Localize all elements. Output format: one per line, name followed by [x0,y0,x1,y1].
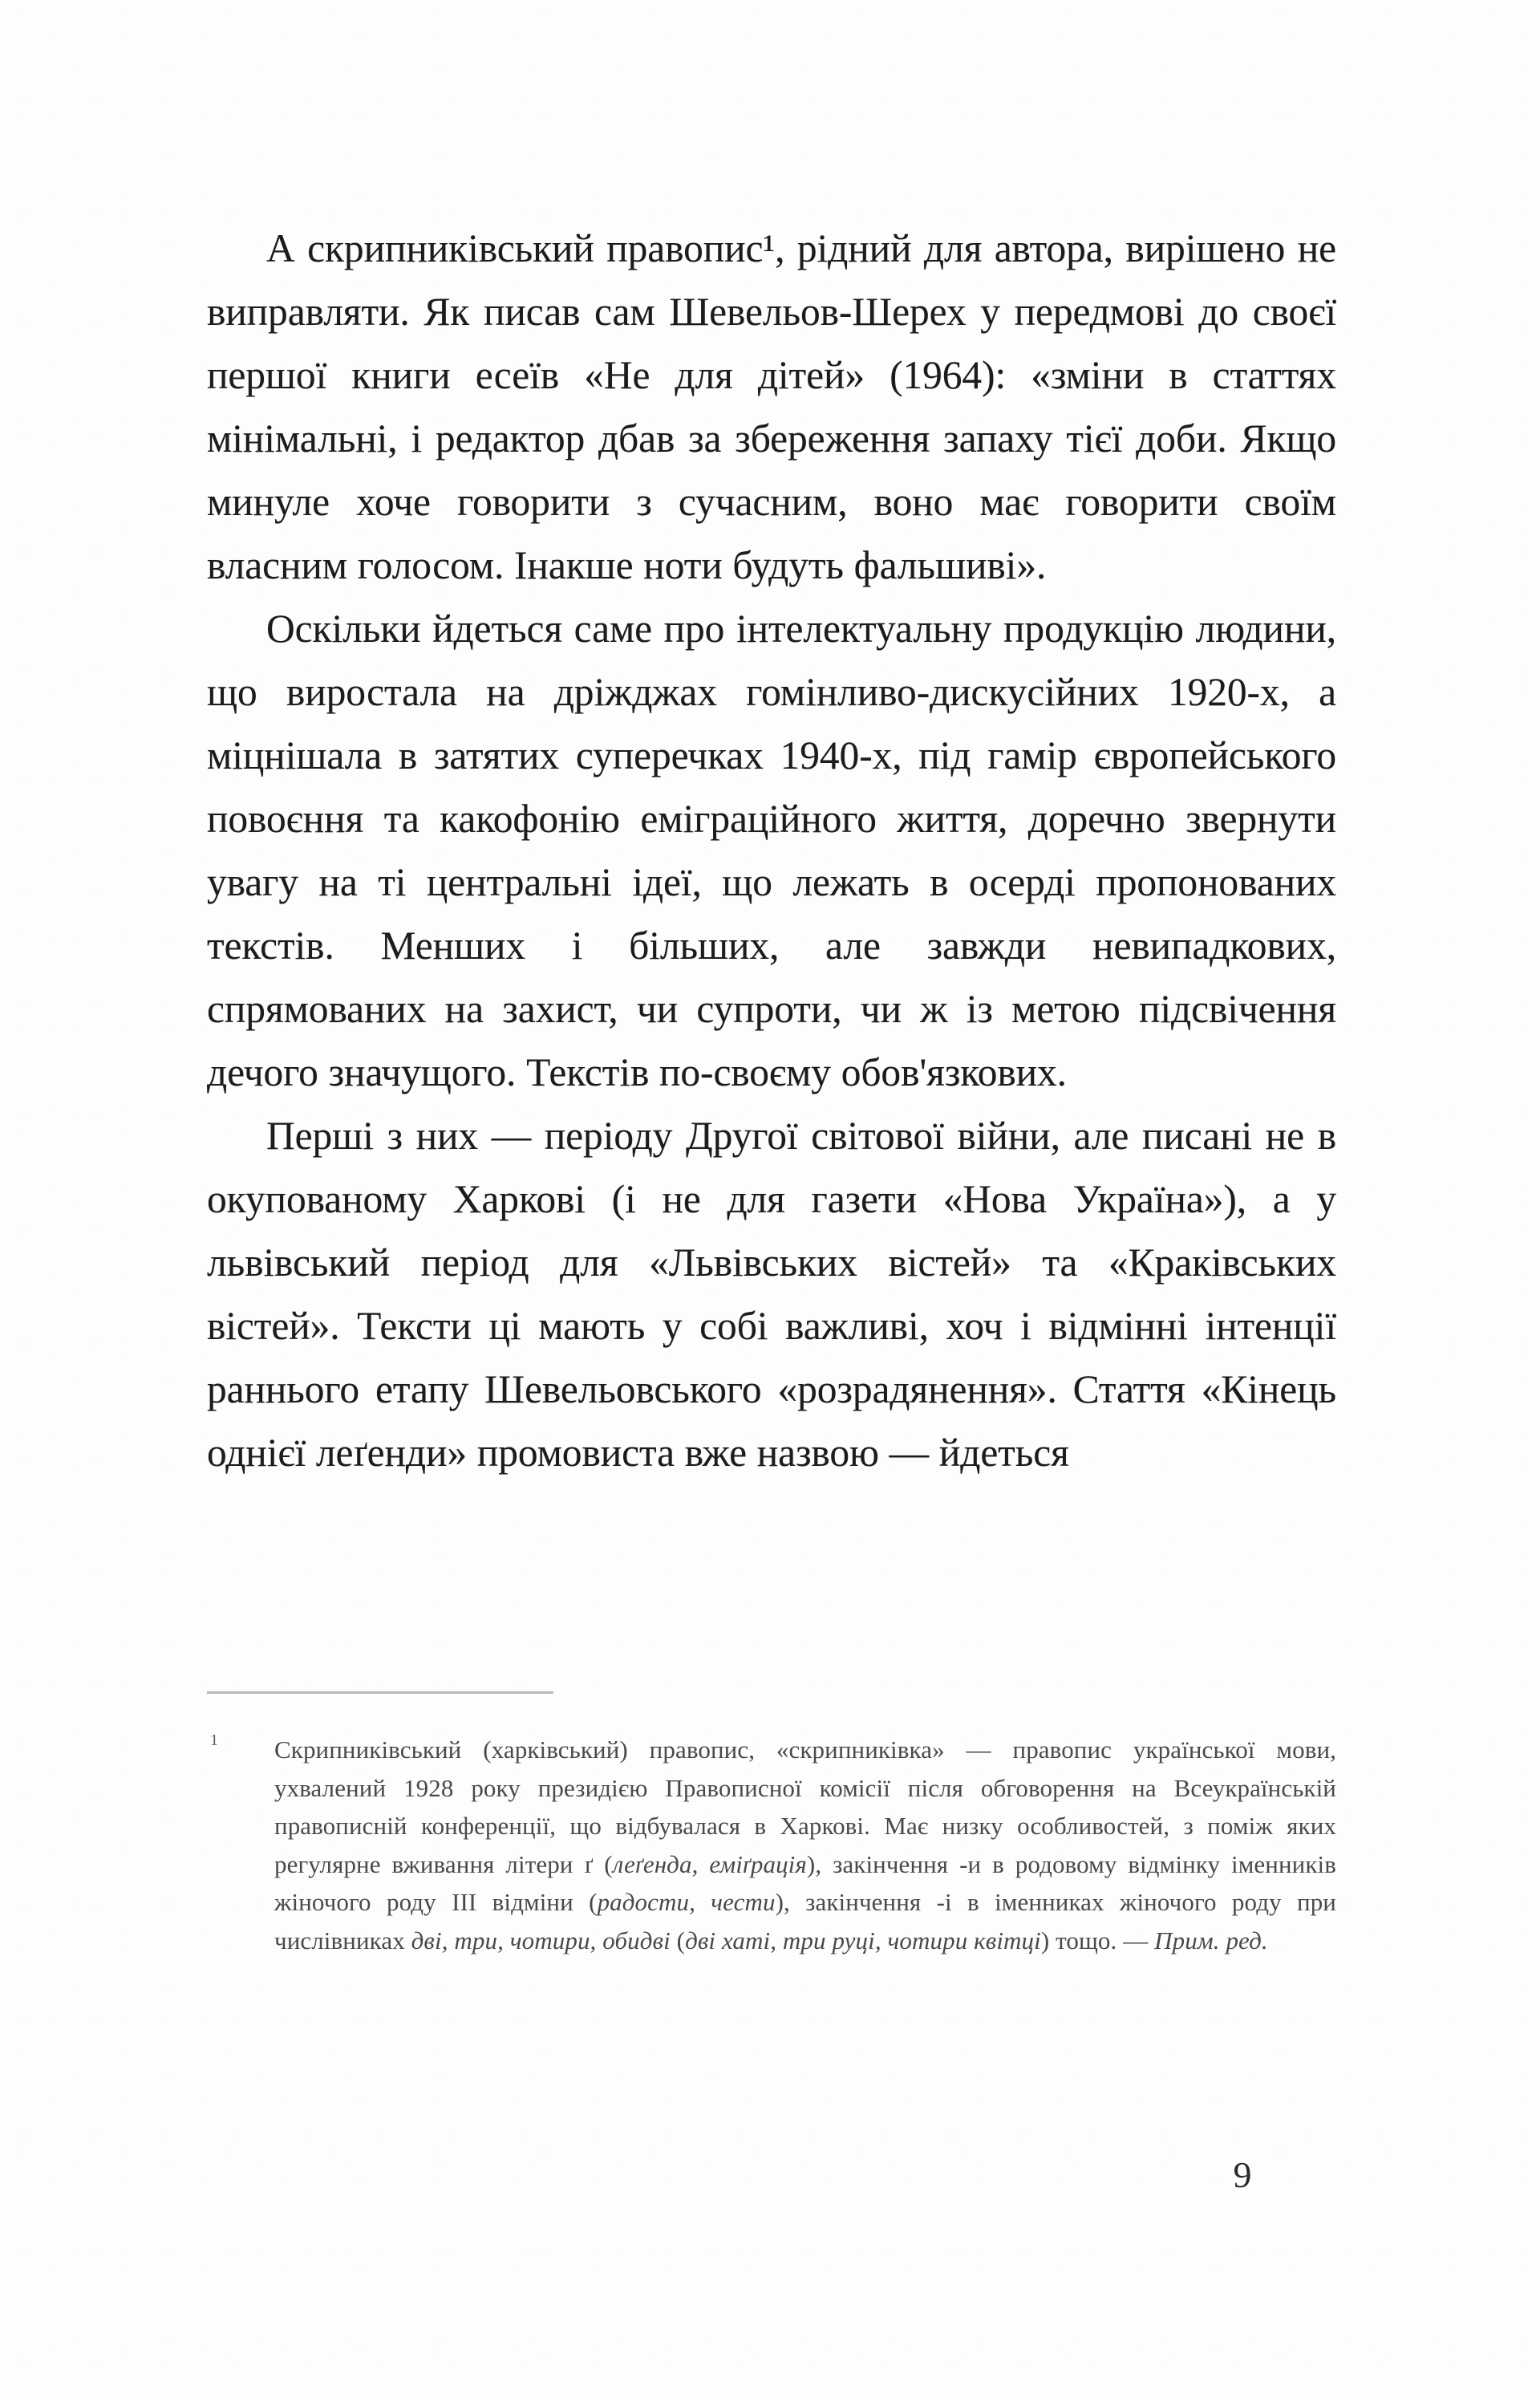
footnote-roman-run: ), закінчення -и в родовому відмінку іменників жіночого роду ІІІ відміни ( [274,1849,1336,1916]
body-text-block [207,217,1336,1484]
footnote-roman-run: ), закінчення -і в іменниках жіночого роду при числівниках [274,1888,1336,1955]
footnote-italic-run: радости, чести [597,1888,776,1916]
footnote-roman-run: ) тощо. — [1040,1926,1155,1955]
footnote-italic-run: дві, три, чотири, обидві [411,1926,671,1955]
paragraph-2: Оскільки йдеться саме про інтелектуальну продукцію людини, що виростала на дріжджах гомінливо-дискусійних 1920-х, а міцнішала в затятих суперечках 1940-х, під гамір європейського повоєння та какофонію еміграційного життя, доречно звернути увагу на ті центральні ідеї, що лежать в осерді пропонованих текстів. Менших і більших, але завжди невипадкових, спрямованих на захист, чи супроти, чи ж із метою підсвічення дечого значущого. Текстів по-своєму обов'язкових. [207,607,1336,1094]
footnote-zone [207,1691,1336,1959]
footnote-1 [207,1731,1336,1959]
paragraph-1: А скрипниківський правопис¹, рідний для автора, вирішено не виправляти. Як писав сам Шевельов-Шерех у передмові до своєї першої книги есеїв «Не для дітей» (1964): «зміни в статтях мінімальні, і редактор дбав за збереження запаху тієї доби. Якщо минуле хоче говорити з сучасним, воно має говорити своїм власним голосом. Інакше ноти будуть фальшиві». [207,226,1336,587]
footnote-marker: 1 [210,1731,219,1749]
footnote-italic-run: дві хаті, три руці, чотири квітці [685,1926,1041,1955]
footnote-separator-rule [207,1691,553,1694]
footnote-text [274,1735,1336,1955]
paragraph-3: Перші з них — періоду Другої світової війни, але писані не в окупованому Харкові (і не для газети «Нова Україна»), а у львівський період для «Львівських вістей» та «Краківських вістей». Тексти ці мають у собі важливі, хоч і відмінні інтенції раннього етапу Шевельовського «розрадянення». Стаття «Кінець однієї леґенди» промовиста вже назвою — йдеться [207,1114,1336,1475]
footnote-roman-run: ( [670,1926,686,1955]
page-number: 9 [1233,2154,1252,2195]
footnote-italic-run: леґенда, еміґрація [612,1849,807,1878]
footnote-italic-run: Прим. ред. [1154,1926,1268,1955]
footnote-roman-run: Скрипниківський (харківський) правопис, «скрипниківка» — правопис української мови, ухвалений 1928 року президією Правописної комісії після обговорення на Всеукраїнській правописній конференції, що відбувалася в Харкові. Має низку особливостей, з поміж яких регулярне вживання літери ґ ( [274,1735,1336,1878]
